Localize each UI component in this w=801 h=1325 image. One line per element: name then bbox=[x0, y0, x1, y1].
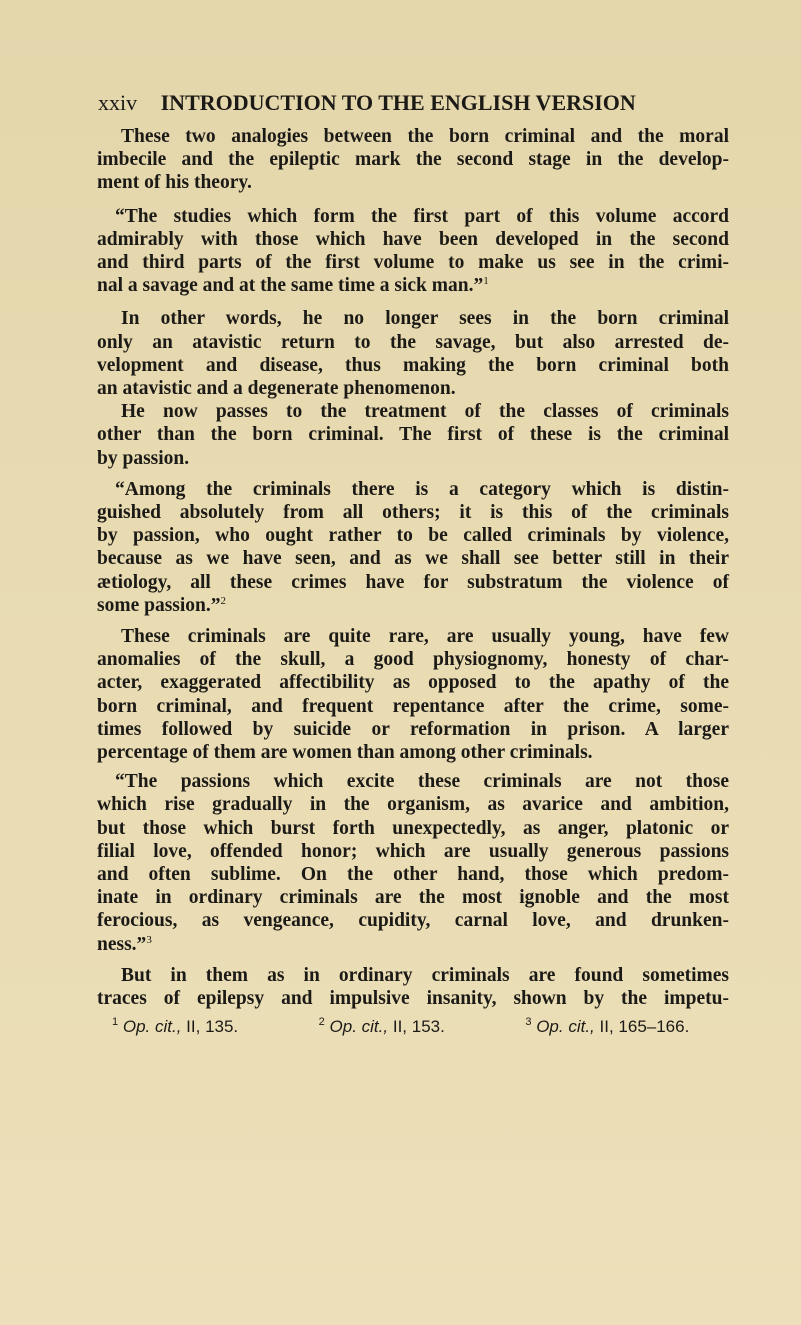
text-line bbox=[97, 793, 729, 816]
text-line bbox=[97, 741, 729, 764]
text-line bbox=[97, 307, 729, 330]
line-text: born criminal, and frequent repentance after the crime, some- bbox=[97, 695, 729, 717]
paragraph bbox=[97, 964, 729, 1010]
text-line bbox=[97, 400, 729, 423]
footnote-mark: 3 bbox=[525, 1016, 532, 1028]
text-line bbox=[97, 933, 729, 956]
line-text: These criminals are quite rare, are usually young, have few bbox=[121, 626, 729, 647]
line-text: percentage of them are women than among other criminals. bbox=[97, 741, 593, 763]
line-text: which rise gradually in the organism, as avarice and ambition, bbox=[97, 794, 729, 816]
line-text: and often sublime. On the other hand, those which predom- bbox=[97, 863, 729, 885]
text-line bbox=[97, 671, 729, 694]
text-line bbox=[97, 886, 729, 909]
line-text: nal a savage and at the same time a sick man.” bbox=[97, 275, 484, 297]
line-text: These two analogies between the born criminal and the moral bbox=[121, 126, 729, 147]
line-text: In other words, he no longer sees in the born criminal bbox=[121, 308, 729, 330]
text-line bbox=[97, 817, 729, 840]
footnote-3 bbox=[525, 1017, 732, 1037]
text-line bbox=[97, 524, 729, 547]
text-line bbox=[97, 594, 729, 617]
running-header bbox=[98, 90, 636, 116]
line-text: ness.” bbox=[97, 933, 147, 955]
line-text: ment of his theory. bbox=[97, 172, 252, 194]
line-text: ætiology, all these crimes have for substratum the violence of bbox=[97, 571, 729, 593]
footnotes bbox=[112, 1017, 732, 1037]
text-line bbox=[97, 863, 729, 886]
paragraph bbox=[97, 478, 729, 617]
line-text: other than the born criminal. The first of these is the criminal bbox=[97, 424, 729, 446]
text-line bbox=[97, 909, 729, 932]
footnote-mark: 1 bbox=[112, 1016, 119, 1028]
line-text: “The passions which excite these criminals are not those bbox=[115, 771, 729, 793]
line-text: But in them as in ordinary criminals are found sometimes bbox=[121, 964, 729, 986]
line-text: filial love, offended honor; which are usually generous passions bbox=[97, 840, 729, 862]
line-text: anomalies of the skull, a good physiognomy, honesty of char- bbox=[97, 649, 729, 671]
line-text: only an atavistic return to the savage, but also arrested de- bbox=[97, 331, 729, 353]
line-text: by passion. bbox=[97, 447, 190, 469]
line-text: times followed by suicide or reformation in prison. A larger bbox=[97, 718, 729, 740]
line-text: velopment and disease, thus making the born criminal both bbox=[97, 354, 729, 376]
text-line bbox=[97, 228, 729, 251]
text-line bbox=[97, 501, 729, 524]
text-line bbox=[97, 840, 729, 863]
paragraph bbox=[97, 205, 729, 298]
paragraph bbox=[97, 625, 729, 764]
text-line bbox=[97, 695, 729, 718]
footnote-mark: 2 bbox=[318, 1016, 325, 1028]
text-line bbox=[97, 331, 729, 354]
text-line bbox=[97, 148, 729, 171]
footnote-reference: 2 bbox=[220, 594, 227, 607]
text-line bbox=[97, 171, 729, 194]
line-text: ferocious, as vengeance, cupidity, carnal love, and drunken- bbox=[97, 910, 729, 932]
text-line bbox=[97, 377, 729, 400]
text-line bbox=[97, 648, 729, 671]
text-line bbox=[97, 274, 729, 297]
text-line bbox=[97, 547, 729, 570]
line-text: some passion.” bbox=[97, 594, 221, 616]
text-line bbox=[97, 571, 729, 594]
footnote-reference: 3 bbox=[146, 933, 152, 946]
text-line bbox=[97, 718, 729, 741]
line-text: “Among the criminals there is a category which is distin- bbox=[115, 478, 729, 500]
line-text: inate in ordinary criminals are the most ignoble and the most bbox=[97, 887, 729, 909]
text-line bbox=[97, 478, 729, 501]
line-text: traces of epilepsy and impulsive insanity, shown by the impetu- bbox=[97, 987, 729, 1009]
line-text: by passion, who ought rather to be called criminals by violence, bbox=[97, 525, 729, 547]
text-line bbox=[97, 205, 729, 228]
line-text: an atavistic and a degenerate phenomenon. bbox=[97, 377, 456, 399]
text-line bbox=[97, 625, 729, 648]
text-line bbox=[97, 125, 729, 148]
text-line bbox=[97, 964, 729, 987]
text-line bbox=[97, 770, 729, 793]
line-text: and third parts of the first volume to make us see in the crimi- bbox=[97, 251, 729, 273]
footnote-source: Op. cit., bbox=[536, 1017, 595, 1036]
footnote-source: Op. cit., bbox=[329, 1017, 389, 1036]
text-line bbox=[97, 987, 729, 1010]
running-title: INTRODUCTION TO THE ENGLISH VERSION bbox=[160, 90, 636, 115]
text-line bbox=[97, 354, 729, 377]
footnote-ref: II, 165–166. bbox=[599, 1017, 690, 1036]
line-text: admirably with those which have been developed in the second bbox=[97, 228, 729, 250]
line-text: imbecile and the epileptic mark the second stage in the develop- bbox=[97, 149, 729, 171]
footnote-ref: II, 153. bbox=[392, 1017, 445, 1036]
footnote-ref: II, 135. bbox=[186, 1017, 239, 1036]
paragraph bbox=[97, 125, 729, 195]
line-text: He now passes to the treatment of the classes of criminals bbox=[121, 401, 729, 423]
paragraph bbox=[97, 307, 729, 400]
line-text: acter, exaggerated affectibility as opposed to the apathy of the bbox=[97, 672, 729, 694]
footnote-1 bbox=[112, 1017, 319, 1037]
page-number: xxiv bbox=[98, 90, 138, 115]
line-text: guished absolutely from all others; it is this of the criminals bbox=[97, 501, 729, 523]
footnote-source: Op. cit., bbox=[122, 1017, 182, 1036]
line-text: “The studies which form the first part of this volume accord bbox=[115, 205, 729, 227]
footnote-2 bbox=[319, 1017, 526, 1037]
text-line bbox=[97, 423, 729, 446]
footnote-reference: 1 bbox=[483, 275, 489, 288]
line-text: but those which burst forth unexpectedly, as anger, platonic or bbox=[97, 817, 729, 839]
paragraph bbox=[97, 400, 729, 470]
paragraph bbox=[97, 770, 729, 956]
text-line bbox=[97, 251, 729, 274]
text-line bbox=[97, 447, 729, 470]
line-text: because as we have seen, and as we shall see better still in their bbox=[97, 548, 729, 570]
